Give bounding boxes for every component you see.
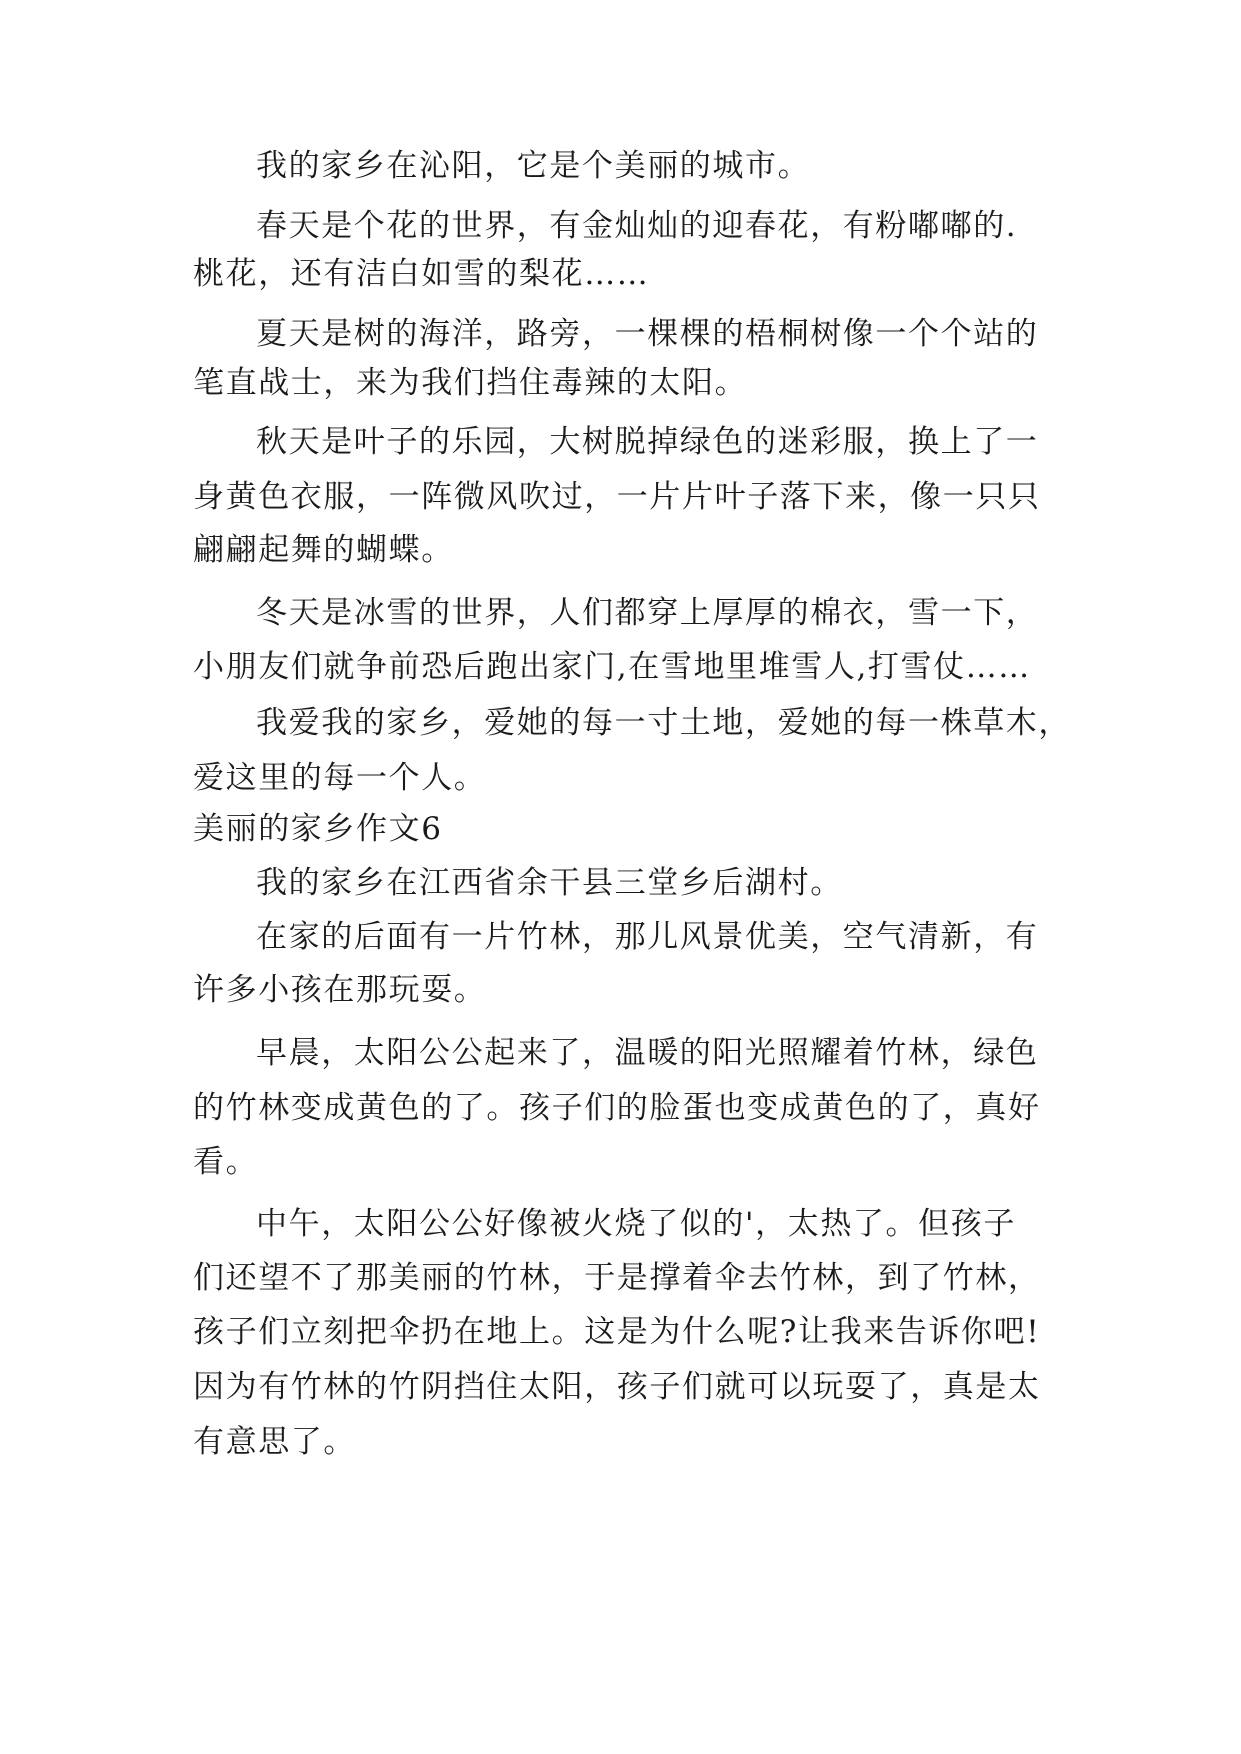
- paragraph-line: 冬天是冰雪的世界，人们都穿上厚厚的棉衣，雪一下，: [256, 595, 1039, 631]
- paragraph-line: 在家的后面有一片竹林，那儿风景优美，空气清新，有: [256, 919, 1039, 955]
- section-title: 美丽的家乡作文6: [193, 811, 443, 847]
- paragraph-line: 有意思了。: [193, 1424, 356, 1460]
- paragraph-line: 秋天是叶子的乐园，大树脱掉绿色的迷彩服，换上了一: [256, 424, 1039, 460]
- paragraph-line: 爱这里的每一个人。: [193, 760, 487, 796]
- paragraph-line: 春天是个花的世界，有金灿灿的迎春花，有粉嘟嘟的.: [256, 208, 1018, 244]
- paragraph-line: 小朋友们就争前恐后跑出家门,在雪地里堆雪人,打雪仗……: [193, 649, 1031, 685]
- paragraph-line: 的竹林变成黄色的了。孩子们的脸蛋也变成黄色的了，真好: [193, 1090, 1041, 1126]
- paragraph-line: 早晨，太阳公公起来了，温暖的阳光照耀着竹林，绿色: [256, 1035, 1039, 1071]
- paragraph-line: 孩子们立刻把伞扔在地上。这是为什么呢?让我来告诉你吧!: [193, 1314, 1041, 1350]
- paragraph-line: 因为有竹林的竹阴挡住太阳，孩子们就可以玩耍了，真是太: [193, 1369, 1041, 1405]
- paragraph-line: 翩翩起舞的蝴蝶。: [193, 532, 454, 568]
- paragraph-line: 桃花，还有洁白如雪的梨花……: [193, 256, 650, 292]
- paragraph-line: 我爱我的家乡，爱她的每一寸土地，爱她的每一株草木，: [256, 705, 1071, 741]
- paragraph-line: 中午，太阳公公好像被火烧了似的'，太热了。但孩子: [256, 1206, 1016, 1242]
- paragraph-line: 我的家乡在沁阳，它是个美丽的城市。: [256, 148, 811, 184]
- paragraph-line: 们还望不了那美丽的竹林，于是撑着伞去竹林，到了竹林，: [193, 1260, 1041, 1296]
- paragraph-line: 我的家乡在江西省余干县三堂乡后湖村。: [256, 865, 843, 901]
- paragraph-line: 许多小孩在那玩耍。: [193, 972, 487, 1008]
- paragraph-line: 夏天是树的海洋，路旁，一棵棵的梧桐树像一个个站的: [256, 316, 1039, 352]
- paragraph-line: 身黄色衣服，一阵微风吹过，一片片叶子落下来，像一只只: [193, 479, 1041, 515]
- paragraph-line: 看。: [193, 1144, 259, 1180]
- paragraph-line: 笔直战士，来为我们挡住毒辣的太阳。: [193, 365, 748, 401]
